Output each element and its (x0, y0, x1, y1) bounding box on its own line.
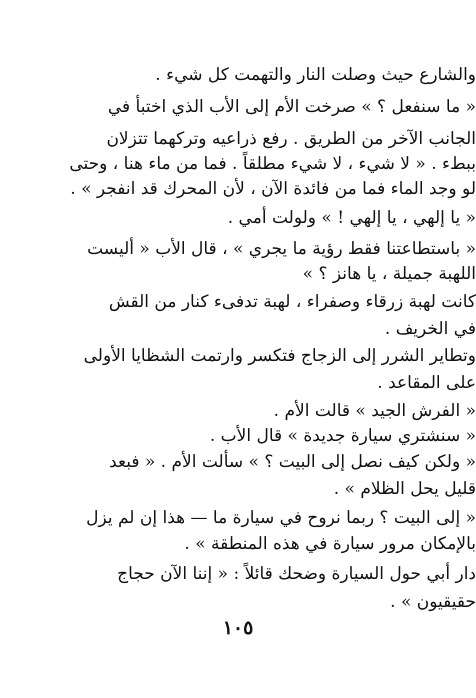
text-line: « يا إلهي ، يا إلهي ! » ولولت أمي . (227, 208, 476, 228)
text-line: والشارع حيث وصلت النار والتهمت كل شيء . (155, 65, 476, 85)
text-line: لو وجد الماء فما من فائدة الآن ، لأن المحرك قد انفجر » . (70, 179, 476, 199)
text-line: « سنشتري سيارة جديدة » قال الأب . (209, 426, 476, 446)
text-line: ببطء . « لا شيء ، لا شيء مطلقاً . فما من ماء هنا ، وحتى (69, 154, 476, 174)
text-line: بالإمكان مرور سيارة في هذه المنطقة » . (184, 534, 476, 554)
text-line: « إلى البيت ؟ ربما نروح في سيارة ما — هذا إن لم يزل (86, 508, 476, 528)
text-line: « ولكن كيف نصل إلى البيت ؟ » سألت الأم . « فبعد (109, 452, 476, 472)
text-line: حقيقيون » . (390, 592, 476, 612)
text-line: « باستطاعتنا فقط رؤية ما يجري » ، قال الأب « أليست (87, 239, 476, 259)
text-line: وتطاير الشرر إلى الزجاج فتكسر وارتمت الشظايا الأولى (83, 346, 476, 366)
text-line: على المقاعد . (377, 373, 476, 393)
text-line: « ما سنفعل ؟ » صرخت الأم إلى الأب الذي اختبأ في (107, 97, 476, 117)
text-line: دار أبي حول السيارة وضحك قائلاً : « إننا الآن حجاج (117, 564, 476, 584)
text-line: اللهبة جميلة ، يا هانز ؟ » (302, 264, 476, 284)
page-number: ١٠٥ (222, 617, 254, 639)
text-line: كانت لهبة زرقاء وصفراء ، لهبة تدفىء كنار من القش (108, 292, 476, 312)
text-line: « الفرش الجيد » قالت الأم . (273, 401, 476, 421)
text-line: في الخريف . (384, 319, 476, 339)
text-line: قليل يحل الظلام » . (333, 479, 476, 499)
text-line: الجانب الآخر من الطريق . رفع ذراعيه وتركهما تتزلان (106, 129, 476, 149)
